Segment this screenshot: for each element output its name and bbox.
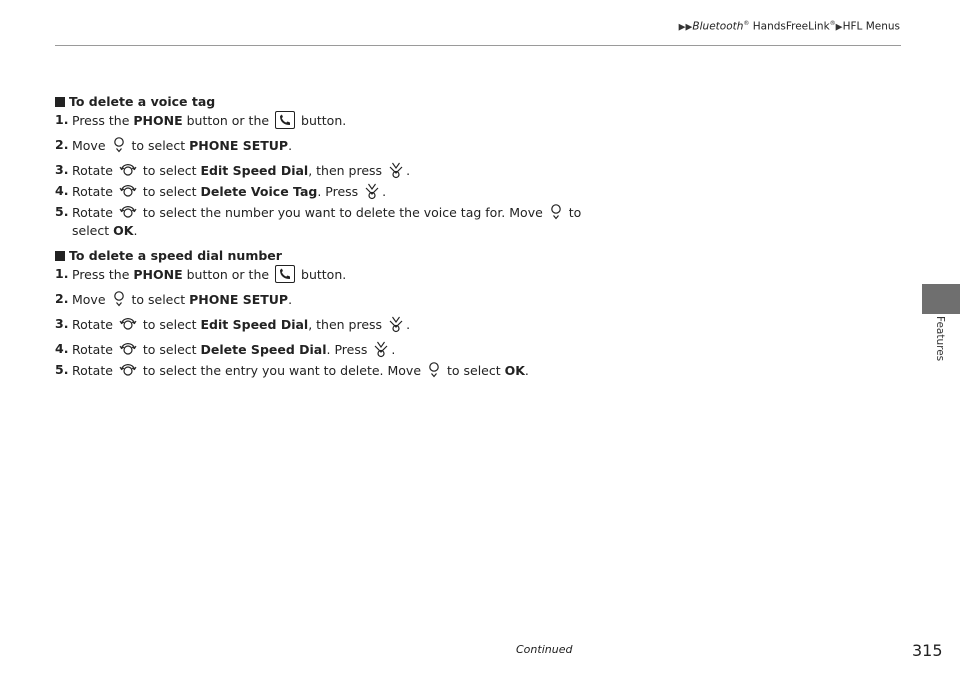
section-delete-speed-dial xyxy=(55,247,529,380)
square-bullet-icon xyxy=(55,97,65,107)
move-knob-icon xyxy=(112,290,126,308)
step-text: button or the xyxy=(182,113,274,128)
step-text: Rotate xyxy=(72,363,117,378)
step-text: to select the number you want to delete the voice tag for. Move xyxy=(138,205,547,220)
step-text: . xyxy=(288,292,293,307)
step-number: 1. xyxy=(55,266,69,281)
step xyxy=(55,203,581,240)
side-tab-marker xyxy=(922,284,960,314)
step-text: to select xyxy=(138,317,201,332)
square-bullet-icon xyxy=(55,251,65,261)
step xyxy=(55,182,581,201)
step-text: . xyxy=(391,342,396,357)
section-title xyxy=(55,93,581,111)
step-text: Move xyxy=(72,138,110,153)
menu-option: OK xyxy=(504,363,525,378)
step-text: . xyxy=(382,184,387,199)
step-text: Rotate xyxy=(72,342,117,357)
step-text: Move xyxy=(72,292,110,307)
step-text: . xyxy=(524,363,529,378)
rotate-knob-icon xyxy=(119,161,137,179)
step xyxy=(55,315,529,334)
phone-button-label: PHONE xyxy=(133,267,183,282)
menu-option: PHONE SETUP xyxy=(189,292,289,307)
step-text: button or the xyxy=(182,267,274,282)
step-text: to select xyxy=(443,363,505,378)
menu-option: Edit Speed Dial xyxy=(200,163,309,178)
rotate-knob-icon xyxy=(119,315,137,333)
press-knob-icon xyxy=(364,182,380,200)
step-number: 3. xyxy=(55,162,69,177)
step-text: , then press xyxy=(308,163,387,178)
step xyxy=(55,290,529,309)
step-text: to select xyxy=(127,138,190,153)
menu-option: Edit Speed Dial xyxy=(200,317,309,332)
step-text: select xyxy=(72,223,114,238)
step-number: 2. xyxy=(55,291,69,306)
breadcrumb-handsfreelink: HandsFreeLink xyxy=(749,20,830,33)
step-text: to select xyxy=(127,292,190,307)
phone-button-label: PHONE xyxy=(133,113,183,128)
step-text: to select xyxy=(138,163,201,178)
section-delete-voice-tag xyxy=(55,93,581,240)
page-number: 315 xyxy=(912,641,943,660)
step-text: button. xyxy=(297,267,347,282)
step-text: . xyxy=(406,317,411,332)
press-knob-icon xyxy=(388,161,404,179)
step-text: Press the xyxy=(72,267,134,282)
step-text: Rotate xyxy=(72,184,117,199)
step-text: . Press xyxy=(326,342,372,357)
registered-mark: ® xyxy=(743,20,750,27)
step-text: Rotate xyxy=(72,163,117,178)
press-knob-icon xyxy=(373,340,389,358)
step-text: , then press xyxy=(308,317,387,332)
phone-button-icon xyxy=(275,111,295,129)
step-number: 1. xyxy=(55,112,69,127)
rotate-knob-icon xyxy=(119,182,137,200)
step-number: 4. xyxy=(55,183,69,198)
move-knob-icon xyxy=(549,203,563,221)
step-number: 4. xyxy=(55,341,69,356)
step xyxy=(55,111,581,130)
press-knob-icon xyxy=(388,315,404,333)
step-text: button. xyxy=(297,113,347,128)
step-text: . Press xyxy=(317,184,363,199)
header-divider xyxy=(55,45,901,46)
section-title-text: To delete a speed dial number xyxy=(69,248,282,263)
step-number: 3. xyxy=(55,316,69,331)
step xyxy=(55,340,529,359)
menu-option: PHONE SETUP xyxy=(189,138,289,153)
menu-option: Delete Voice Tag xyxy=(200,184,318,199)
menu-option: Delete Speed Dial xyxy=(200,342,327,357)
breadcrumb-arrow-icon: ▶▶ xyxy=(678,22,693,33)
registered-mark: ® xyxy=(829,20,836,27)
breadcrumb-arrow-icon: ▶ xyxy=(835,22,843,33)
step-number: 5. xyxy=(55,362,69,377)
breadcrumb-hfl-menus: HFL Menus xyxy=(842,20,900,33)
step-text: to select xyxy=(138,342,201,357)
step xyxy=(55,361,529,380)
step-text: to select xyxy=(138,184,201,199)
step-text: to xyxy=(564,205,582,220)
step-text: Press the xyxy=(72,113,134,128)
step xyxy=(55,161,581,180)
continued-label: Continued xyxy=(516,643,573,656)
section-title-text: To delete a voice tag xyxy=(69,94,216,109)
step-text: Rotate xyxy=(72,317,117,332)
step-text: . xyxy=(288,138,293,153)
step-number: 5. xyxy=(55,204,69,219)
breadcrumb-bluetooth: Bluetooth xyxy=(692,20,744,33)
step-text: Rotate xyxy=(72,205,117,220)
step-number: 2. xyxy=(55,137,69,152)
step-text: to select the entry you want to delete. Move xyxy=(138,363,425,378)
side-section-label: Features xyxy=(934,316,946,362)
step xyxy=(55,265,529,284)
menu-option: OK xyxy=(113,223,134,238)
breadcrumb xyxy=(679,20,900,33)
phone-button-icon xyxy=(275,265,295,283)
move-knob-icon xyxy=(112,136,126,154)
section-title xyxy=(55,247,529,265)
rotate-knob-icon xyxy=(119,340,137,358)
rotate-knob-icon xyxy=(119,361,137,379)
rotate-knob-icon xyxy=(119,203,137,221)
step-text: . xyxy=(406,163,411,178)
step-text: . xyxy=(133,223,138,238)
step xyxy=(55,136,581,155)
move-knob-icon xyxy=(427,361,441,379)
